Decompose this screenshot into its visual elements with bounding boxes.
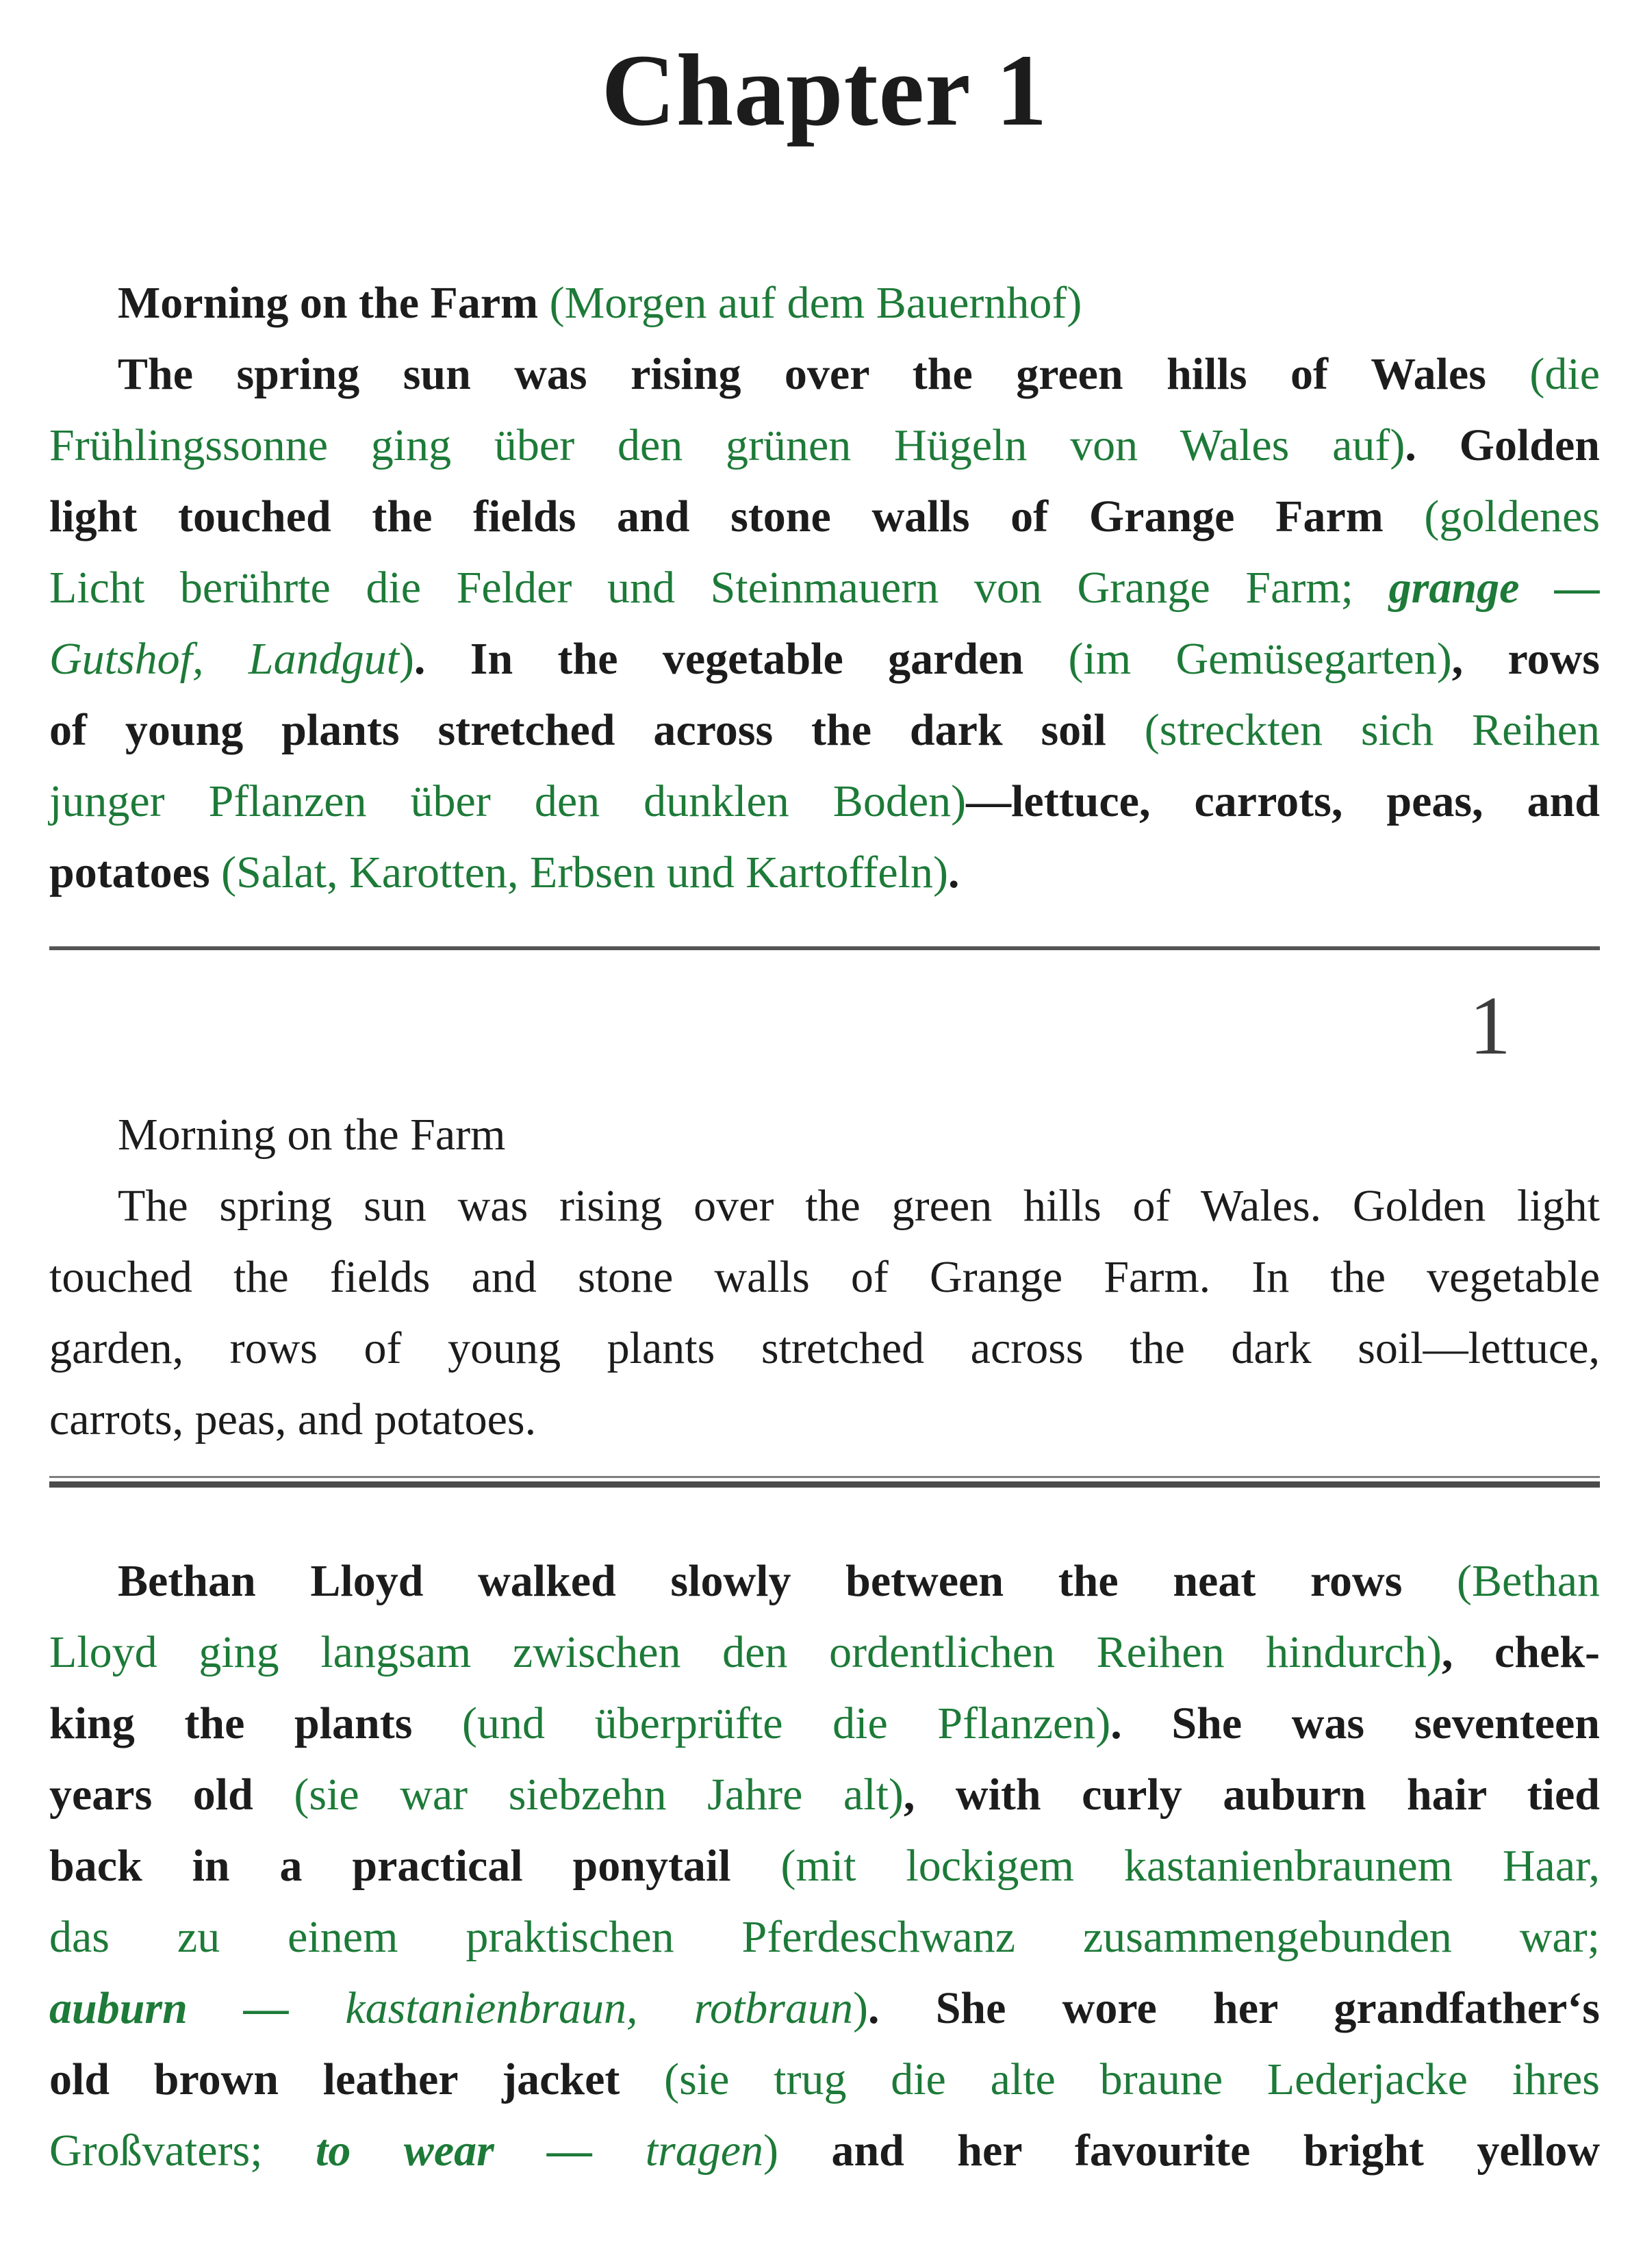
text-segment-de: ) xyxy=(398,634,414,684)
text-segment-en: old brown leather jacket xyxy=(49,2054,620,2104)
text-segment-en: . She was seventeen xyxy=(1110,1698,1600,1748)
book-page xyxy=(0,26,1643,2243)
text-segment-de-bi: grange — xyxy=(1388,563,1601,613)
text-segment-de-i: Gutshof, Landgut xyxy=(49,634,399,684)
text-segment-de: Lloyd ging langsam zwischen den ordentlichen Reihen hindurch) xyxy=(49,1627,1442,1677)
text-line xyxy=(49,268,1600,339)
text-segment-plain: Morning on the Farm xyxy=(118,1110,506,1160)
text-line xyxy=(49,410,1600,481)
text-line xyxy=(49,1546,1600,1617)
text-line xyxy=(49,2044,1600,2115)
horizontal-rule-single xyxy=(49,946,1600,950)
text-segment-de: (die xyxy=(1486,349,1601,399)
text-segment-en: Bethan Lloyd walked slowly between the neat rows xyxy=(118,1556,1403,1606)
text-line xyxy=(49,1313,1600,1384)
horizontal-rule-double xyxy=(49,1476,1600,1488)
text-segment-de: (im Gemüsegarten) xyxy=(1023,634,1452,684)
text-segment-en: potatoes xyxy=(49,848,210,897)
text-line xyxy=(49,1831,1600,1902)
text-segment-plain: carrots, peas, and potatoes. xyxy=(49,1394,537,1444)
text-line xyxy=(49,552,1600,624)
text-segment-de-i: kastanienbraun, rotbraun xyxy=(289,1983,853,2033)
text-segment-de: ) xyxy=(852,1983,868,2033)
text-segment-de: (goldenes xyxy=(1383,492,1600,541)
bilingual-intro-section xyxy=(49,268,1600,908)
text-segment-en: years old xyxy=(49,1770,253,1820)
text-segment-de: (mit lockigem kastanienbraunem Haar, xyxy=(730,1841,1600,1891)
text-segment-en: , with curly auburn hair tied xyxy=(903,1770,1600,1820)
paragraph xyxy=(49,1546,1600,2187)
text-segment-de: ) xyxy=(763,2126,778,2176)
text-segment-en: —lettuce, carrots, peas, and xyxy=(966,776,1600,826)
text-line xyxy=(49,1759,1600,1831)
paragraph xyxy=(49,1099,1600,1171)
text-segment-de: (sie war siebzehn Jahre alt) xyxy=(253,1770,904,1820)
text-line xyxy=(49,1688,1600,1759)
text-segment-en: . Golden xyxy=(1405,420,1600,470)
text-line xyxy=(49,1171,1600,1242)
text-line xyxy=(49,1099,1600,1171)
chapter-title: Chapter 1 xyxy=(601,34,1048,147)
text-segment-de-bi: auburn — xyxy=(49,1983,290,2033)
text-line xyxy=(49,481,1600,552)
text-segment-de: junger Pflanzen über den dunklen Boden) xyxy=(49,776,967,826)
text-line xyxy=(49,339,1600,410)
text-segment-de: (und überprüfte die Pflanzen) xyxy=(412,1698,1111,1748)
text-line xyxy=(49,1902,1600,1973)
text-segment-en: , chek- xyxy=(1441,1627,1601,1677)
text-segment-en: king the plants xyxy=(49,1698,413,1748)
text-segment-en: Morning on the Farm xyxy=(118,278,539,328)
text-segment-plain: touched the fields and stone walls of Grange Farm. In the vegetable xyxy=(49,1252,1600,1302)
bilingual-body-section xyxy=(49,1546,1600,2187)
text-segment-de-i: tragen xyxy=(592,2126,764,2176)
text-segment-de: Licht berührte die Felder und Steinmauern von Grange Farm; xyxy=(49,563,1389,613)
text-segment-de: (Morgen auf dem Bauernhof) xyxy=(538,278,1082,328)
text-line xyxy=(49,837,1600,908)
text-segment-en: . In the vegetable garden xyxy=(413,634,1024,684)
text-line xyxy=(49,1617,1600,1688)
text-segment-de: (Salat, Karotten, Erbsen und Kartoffeln) xyxy=(209,848,948,897)
rule-thick-line xyxy=(49,1481,1600,1488)
english-only-section xyxy=(49,1099,1600,1455)
text-line xyxy=(49,1384,1600,1455)
text-segment-de: Großvaters; xyxy=(49,2126,316,2176)
text-segment-en: back in a practical ponytail xyxy=(49,1841,731,1891)
text-segment-en: and her favourite bright yellow xyxy=(778,2126,1600,2176)
page-content xyxy=(49,268,1600,2187)
text-segment-plain: The spring sun was rising over the green hills of Wales. Golden light xyxy=(118,1181,1600,1231)
text-segment-de: das zu einem praktischen Pferdeschwanz zusammengebunden war; xyxy=(49,1912,1600,1962)
text-segment-en: . She wore her grandfather‘s xyxy=(867,1983,1600,2033)
rule-thin-line xyxy=(49,1476,1600,1478)
text-segment-en: The spring sun was rising over the green hills of Wales xyxy=(118,349,1486,399)
text-line xyxy=(49,2115,1600,2187)
text-segment-de: (streckten sich Reihen xyxy=(1106,705,1600,755)
text-segment-de: (Bethan xyxy=(1402,1556,1600,1606)
text-line xyxy=(49,1973,1600,2044)
text-segment-en: , rows xyxy=(1451,634,1600,684)
paragraph xyxy=(49,268,1600,339)
text-line xyxy=(49,1242,1600,1313)
text-segment-en: . xyxy=(947,848,960,897)
text-line xyxy=(49,695,1600,766)
text-segment-plain: garden, rows of young plants stretched across the dark soil—lettuce, xyxy=(49,1323,1600,1373)
text-line xyxy=(49,766,1600,837)
text-segment-en: of young plants stretched across the dark soil xyxy=(49,705,1106,755)
text-segment-de: Frühlingssonne ging über den grünen Hügeln von Wales auf) xyxy=(49,420,1405,470)
paragraph xyxy=(49,339,1600,908)
page-number: 1 xyxy=(1469,980,1511,1072)
text-segment-de: (sie trug die alte braune Lederjacke ihres xyxy=(620,2054,1600,2104)
text-line xyxy=(49,624,1600,695)
text-segment-de-bi: to wear — xyxy=(316,2126,593,2176)
paragraph xyxy=(49,1171,1600,1455)
text-segment-en: light touched the fields and stone walls of Grange Farm xyxy=(49,492,1384,541)
